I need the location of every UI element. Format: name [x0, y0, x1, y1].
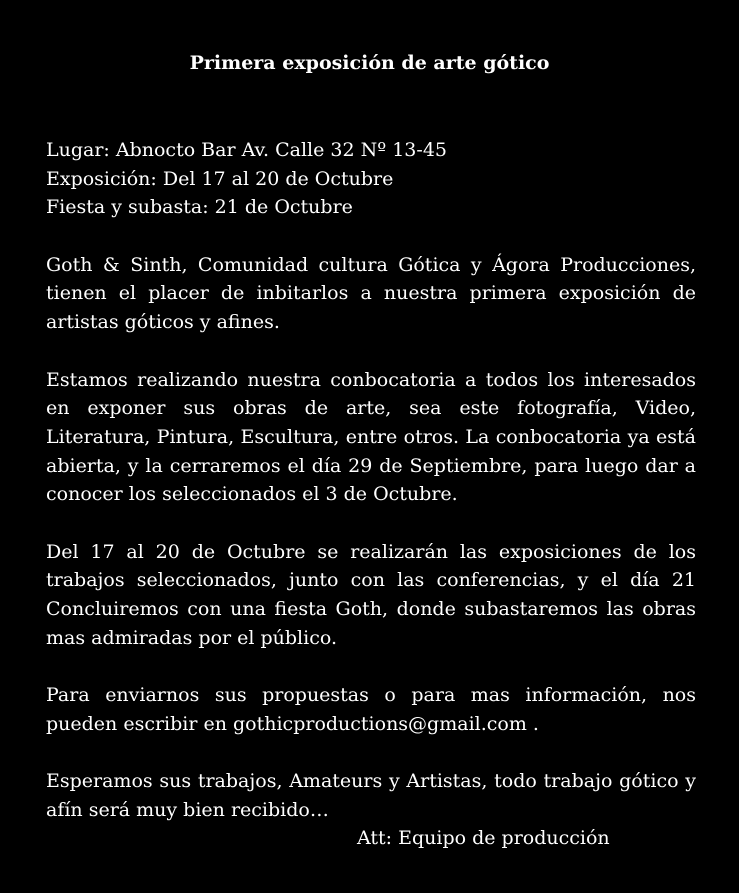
- call-paragraph: Estamos realizando nuestra conbocatoria a todos los interesados en exponer sus obras de arte, sea este fotografía, Video, Literatura, Pintura, Escultura, entre otros. La conbocatoria ya está abierta, y la cerraremos el día 29 de Septiembre, para luego dar a conocer los seleccionados el 3 de Octubre.: [46, 368, 696, 506]
- party-date-line: Fiesta y subasta: 21 de Octubre: [46, 196, 353, 219]
- contact-paragraph: Para enviarnos sus propuestas o para mas información, nos pueden escribir en gothicproductions@gmail.com .: [46, 684, 696, 735]
- place-line: Lugar: Abnocto Bar Av. Calle 32 Nº 13-45: [46, 139, 447, 161]
- intro-paragraph: Goth & Sinth, Comunidad cultura Gótica y Ágora Producciones, tienen el placer de inbitarlos a nuestra primera exposición de artistas góticos y afines.: [46, 253, 696, 334]
- page-title: Primera exposición de arte gótico: [189, 52, 550, 74]
- flyer-body: [46, 136, 696, 825]
- closing-paragraph: Esperamos sus trabajos, Amateurs y Artistas, todo trabajo gótico y afín será muy bien recibido…: [46, 770, 696, 822]
- exposition-date-line: Exposición: Del 17 al 20 de Octubre: [46, 167, 394, 190]
- signature: Att: Equipo de producción: [357, 827, 610, 849]
- schedule-paragraph: Del 17 al 20 de Octubre se realizarán las exposiciones de los trabajos seleccionados, junto con las conferencias, y el día 21 Concluiremos con una fiesta Goth, donde subastaremos las obras mas admiradas por el público.: [46, 540, 696, 649]
